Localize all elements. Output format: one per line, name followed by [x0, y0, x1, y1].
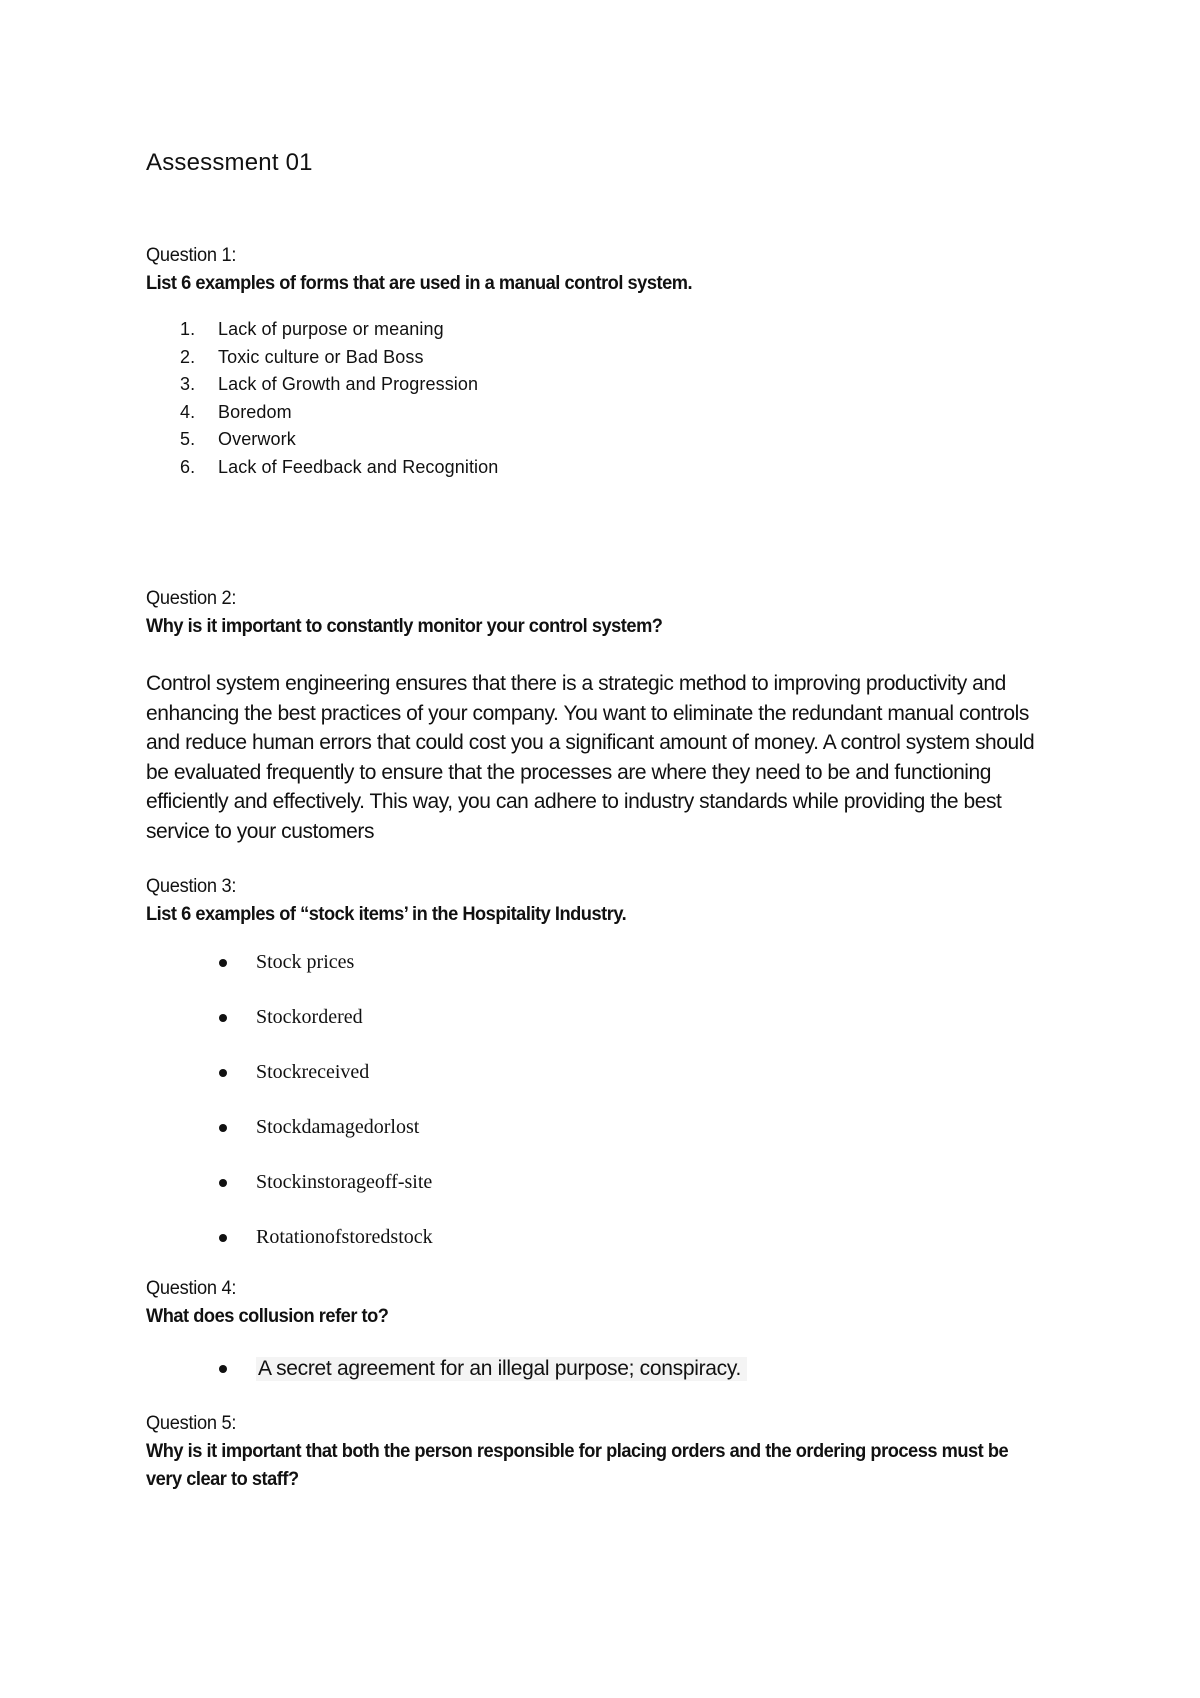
question-1	[146, 242, 1046, 481]
list-item-number: 1.	[180, 319, 196, 339]
list-item	[146, 344, 1046, 372]
question-1-text: List 6 examples of forms that are used in a manual control system.	[146, 273, 693, 294]
list-item-number: 2.	[180, 346, 196, 367]
question-3-text: List 6 examples of “stock items’ in the Hospitality Industry.	[146, 904, 627, 925]
question-5-label: Question 5:	[146, 1413, 237, 1434]
bullet-icon	[219, 1069, 227, 1077]
list-item-text: Stock prices	[256, 951, 355, 973]
list-item-text: Boredom	[218, 401, 292, 422]
question-2-label: Question 2:	[146, 588, 237, 609]
list-item	[146, 454, 1046, 482]
list-item-text: Stockreceived	[256, 1061, 370, 1083]
list-item	[146, 1169, 1046, 1196]
list-item-text: Stockinstorageoff-site	[256, 1171, 433, 1193]
list-item-text: Toxic culture or Bad Boss	[218, 346, 424, 367]
list-item	[146, 371, 1046, 399]
bullet-icon	[219, 1234, 227, 1242]
bullet-icon	[219, 1179, 227, 1187]
question-4	[146, 1275, 1046, 1382]
list-item-text: Rotationofstoredstock	[256, 1226, 433, 1248]
list-item	[146, 399, 1046, 427]
question-2	[146, 585, 1046, 846]
list-item-text: Overwork	[218, 429, 296, 449]
list-item-text: Lack of Feedback and Recognition	[218, 456, 499, 477]
list-item-text: Stockordered	[256, 1006, 363, 1028]
list-item-text: Lack of Growth and Progression	[218, 374, 479, 394]
question-2-text: Why is it important to constantly monitor your control system?	[146, 616, 663, 637]
list-item	[146, 949, 1046, 976]
question-2-answer: Control system engineering ensures that there is a strategic method to improving productivity and enhancing the best practices of your company. You want to eliminate the redundant manual controls and reduce human errors that could cost you a significant amount of money. A control system should be evaluated frequently to ensure that the processes are where they need to be and functioning efficiently and effectively. This way, you can adhere to industry standards while providing the best service to your customers	[146, 672, 1035, 843]
question-5	[146, 1410, 1046, 1494]
bullet-icon	[219, 1124, 227, 1132]
list-item	[146, 1114, 1046, 1141]
question-3-label: Question 3:	[146, 876, 237, 897]
list-item-number: 3.	[180, 374, 196, 394]
document-title: Assessment 01	[146, 149, 313, 176]
list-item-text: Stockdamagedorlost	[256, 1116, 420, 1138]
list-item	[146, 316, 1046, 344]
question-1-label: Question 1:	[146, 245, 237, 266]
question-3	[146, 873, 1046, 1251]
list-item	[146, 1004, 1046, 1031]
list-item-text: A secret agreement for an illegal purpose; conspiracy.	[256, 1357, 747, 1381]
list-item-number: 6.	[180, 456, 196, 477]
list-item	[146, 1355, 1046, 1382]
question-4-text: What does collusion refer to?	[146, 1306, 389, 1327]
bullet-icon	[219, 1365, 227, 1373]
list-item	[146, 426, 1046, 454]
list-item	[146, 1224, 1046, 1251]
list-item-number: 5.	[180, 429, 196, 449]
question-4-label: Question 4:	[146, 1278, 237, 1299]
list-item	[146, 1059, 1046, 1086]
document-content	[146, 148, 1046, 1494]
bullet-icon	[219, 1014, 227, 1022]
question-4-answer-list	[146, 1355, 1046, 1382]
question-1-answer-list	[146, 316, 1046, 481]
question-5-text: Why is it important that both the person responsible for placing orders and the ordering process must be very clear to staff?	[146, 1441, 1009, 1490]
bullet-icon	[219, 959, 227, 967]
question-3-answer-list	[146, 949, 1046, 1251]
list-item-text: Lack of purpose or meaning	[218, 319, 444, 339]
list-item-number: 4.	[180, 401, 196, 422]
